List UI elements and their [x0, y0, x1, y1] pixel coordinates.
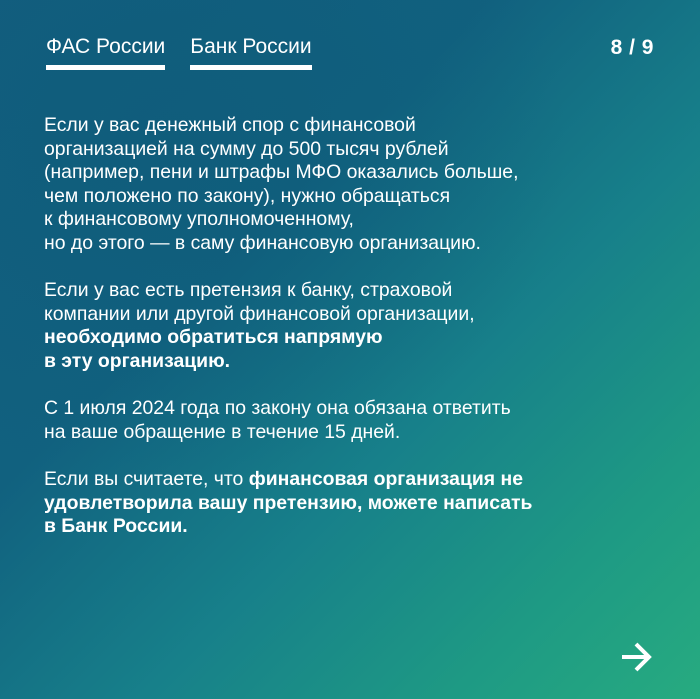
slide-content — [44, 114, 664, 562]
text-regular: Если вы считаете, что — [44, 467, 249, 490]
text-line-bold: в эту организацию. — [44, 349, 231, 372]
text-line: но до этого — в саму финансовую организацию. — [44, 231, 481, 254]
text-line: (например, пени и штрафы МФО оказались больше, — [44, 161, 519, 184]
text-line: С 1 июля 2024 года по закону она обязана ответить — [44, 397, 511, 420]
text-line-mixed — [44, 468, 664, 492]
tab-label: Банк России — [190, 35, 312, 58]
paragraph-deadline — [44, 397, 664, 444]
text-line: чем положено по закону), нужно обращаться — [44, 184, 451, 207]
source-tabs — [46, 34, 312, 70]
next-slide-button[interactable] — [620, 640, 654, 674]
text-bold: финансовая организация не — [248, 467, 523, 490]
tab-bank-russia[interactable] — [190, 34, 311, 70]
text-line: к финансовому уполномоченному, — [44, 208, 354, 231]
tab-label: ФАС России — [46, 35, 166, 58]
paragraph-claim — [44, 279, 664, 373]
tab-underline — [190, 65, 311, 70]
text-line-bold: в Банк России. — [44, 515, 188, 538]
text-line: Если у вас денежный спор с финансовой — [44, 114, 416, 136]
text-line: Если у вас есть претензия к банку, страховой — [44, 279, 453, 302]
text-line-bold: необходимо обратиться напрямую — [44, 326, 383, 349]
text-line-bold: удовлетворила вашу претензию, можете написать — [44, 491, 533, 514]
page-counter: 8 / 9 — [610, 36, 654, 59]
text-line: компании или другой финансовой организации, — [44, 302, 475, 325]
text-line: на ваше обращение в течение 15 дней. — [44, 420, 401, 443]
arrow-right-icon — [620, 640, 654, 674]
paragraph-complaint — [44, 468, 664, 539]
text-line: организацией на сумму до 500 тысяч рублей — [44, 137, 449, 160]
tab-fas-russia[interactable] — [46, 34, 165, 70]
tab-underline — [46, 65, 165, 70]
paragraph-dispute — [44, 114, 664, 256]
